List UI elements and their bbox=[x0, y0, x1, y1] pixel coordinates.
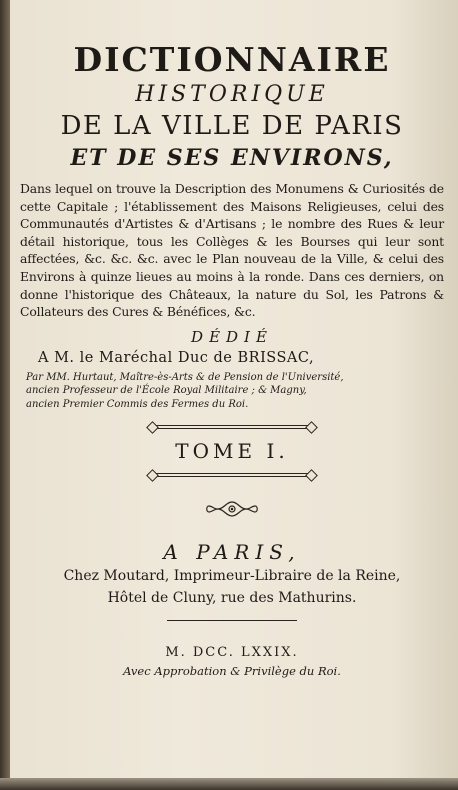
title-line-4: ET DE SES ENVIRONS, bbox=[70, 145, 394, 171]
privilege-line: Avec Approbation & Privilège du Roi. bbox=[123, 664, 341, 679]
imprint-rule bbox=[167, 617, 297, 625]
imprint-printer: Chez Moutard, Imprimeur-Libraire de la Reine, bbox=[63, 568, 401, 585]
volume-label: TOME I. bbox=[175, 439, 289, 464]
imprint-address: Hôtel de Cluny, rue des Mathurins. bbox=[107, 590, 357, 607]
authors-line-2: ancien Professeur de l'École Royal Militaire ; & Magny, bbox=[26, 385, 307, 397]
page-bottom-edge bbox=[0, 778, 458, 790]
description-paragraph: Dans lequel on trouve la Description des Monumens & Curiosités de cette Capitale ; l'établissement des Maisons Religieuses, celui des Communautés d'Artistes & d'Artisans ; le nombre des Rues & leur détail historique, tous les Collèges & les Bourses qui leur sont affectées, &c. &c. &c. avec le Plan nouveau de la Ville, & celui des Environs à quinze lieues au moins à la ronde. Dans ces derniers, on donne l'historique des Châteaux, la nature du Sol, les Patrons & Collateurs des Cures & Bénéfices, &c. bbox=[20, 181, 444, 320]
title-line-2: HISTORIQUE bbox=[135, 82, 329, 107]
fleuron-ornament-icon bbox=[204, 499, 260, 519]
authors-block bbox=[20, 371, 444, 412]
title-line-3: DE LA VILLE DE PARIS bbox=[60, 111, 404, 141]
publication-date: M. DCC. LXXIX. bbox=[165, 645, 299, 661]
dedication-label: DÉDIÉ bbox=[191, 327, 273, 346]
bottom-rule-divider bbox=[148, 471, 316, 479]
dedication-recipient: A M. le Maréchal Duc de BRISSAC, bbox=[38, 349, 315, 366]
authors-line-3: ancien Premier Commis des Fermes du Roi. bbox=[26, 398, 249, 410]
title-line-1: DICTIONNAIRE bbox=[73, 40, 391, 79]
authors-line-1: Par MM. Hurtaut, Maître-ès-Arts & de Pension de l'Université, bbox=[26, 371, 344, 383]
imprint-city: A PARIS, bbox=[163, 540, 301, 565]
book-binding-edge bbox=[0, 0, 10, 790]
title-page-content bbox=[20, 40, 444, 679]
top-rule-divider bbox=[148, 423, 316, 431]
